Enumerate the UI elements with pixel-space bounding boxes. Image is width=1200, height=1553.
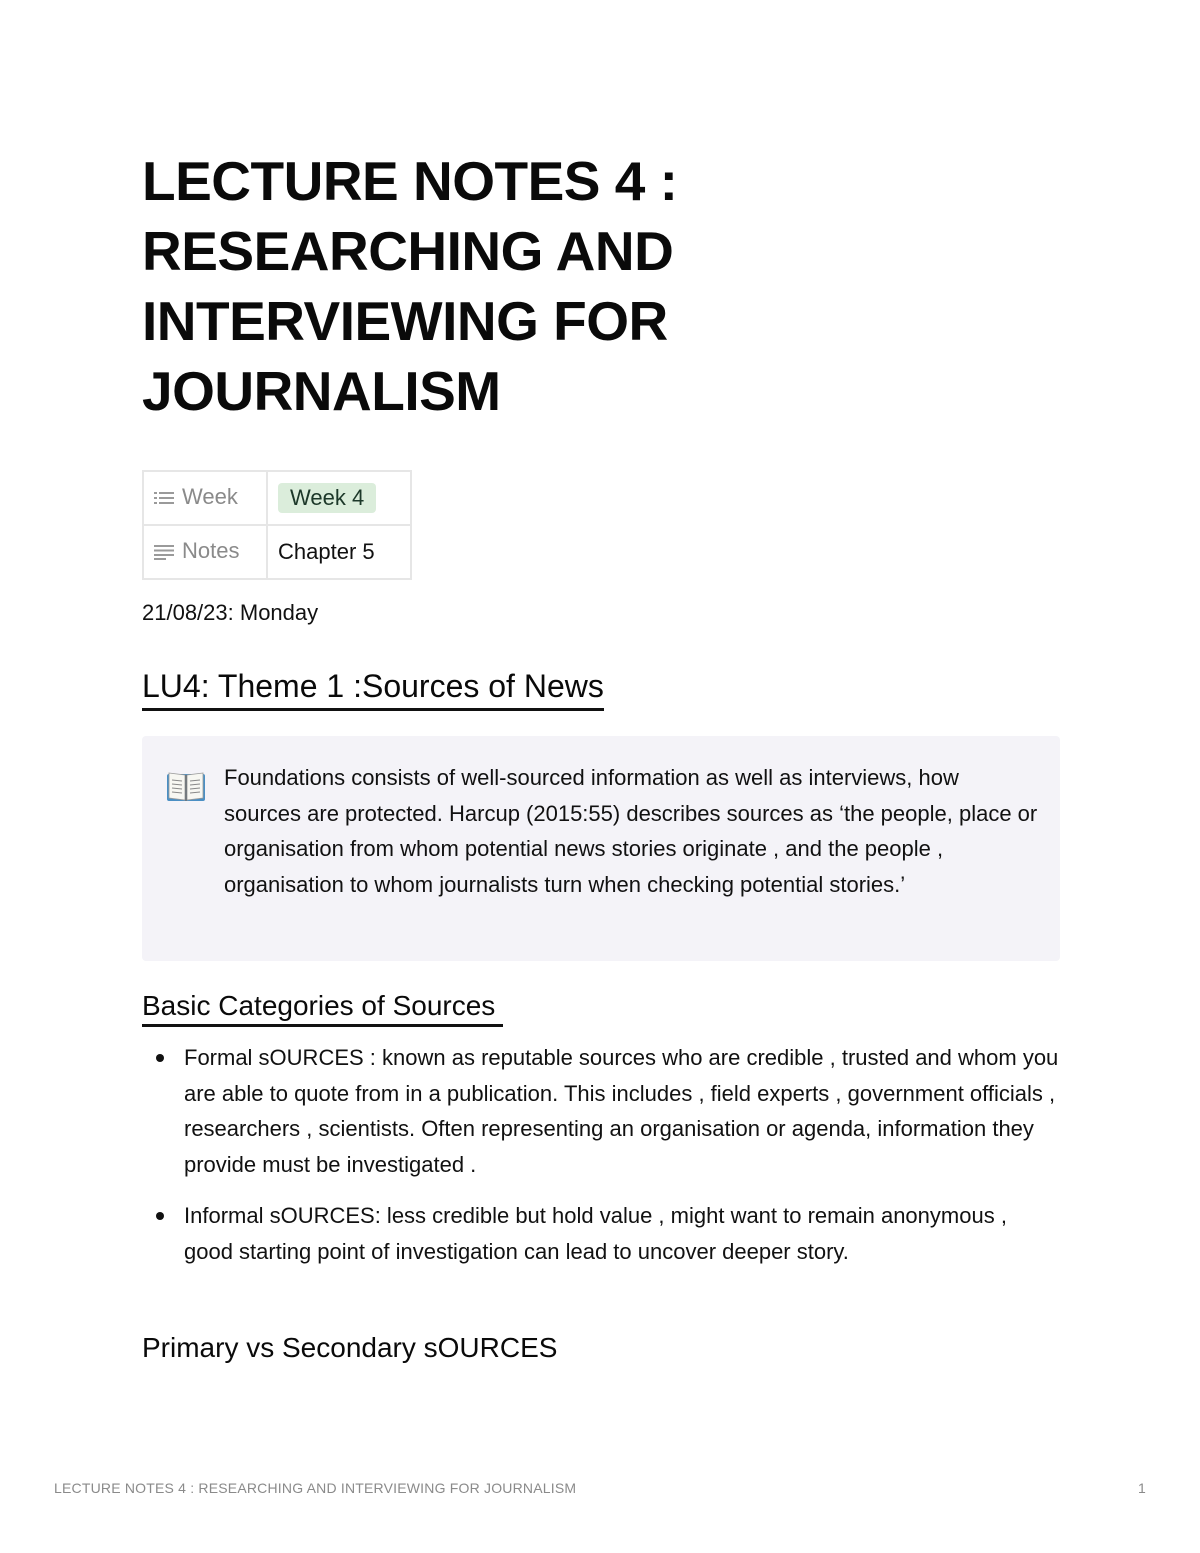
callout-block <box>142 736 1060 961</box>
subheading-primary-secondary: Primary vs Secondary sOURCES <box>142 1332 558 1363</box>
bullet-icon <box>156 1212 164 1220</box>
open-book-icon <box>166 770 206 804</box>
page-number: 1 <box>1138 1480 1146 1496</box>
week-tag[interactable]: Week 4 <box>278 483 376 513</box>
list-item-text: Informal sOURCES: less credible but hold value , might want to remain anonymous , good starting point of investigation can lead to uncover deeper story. <box>184 1203 1007 1264</box>
sources-bullet-list <box>142 1040 1060 1285</box>
property-key-notes <box>143 525 267 579</box>
date-line: 21/08/23: Monday <box>142 600 319 625</box>
properties-table <box>142 470 412 580</box>
footer-title: LECTURE NOTES 4 : RESEARCHING AND INTERVIEWING FOR JOURNALISM <box>54 1480 577 1496</box>
property-row-week <box>143 471 411 525</box>
property-key-week <box>143 471 267 525</box>
page-title: LECTURE NOTES 4 : RESEARCHING AND INTERVIEWING FOR JOURNALISM <box>142 150 678 422</box>
property-key-label: Notes <box>182 538 240 564</box>
list-item <box>142 1040 1060 1182</box>
property-value-week[interactable] <box>267 471 411 525</box>
list-item-text: Formal sOURCES : known as reputable sources who are credible , trusted and whom you are able to quote from in a publication. This includes , field experts , government officials , researchers , scientists. Often representing an organisation or agenda, information they provide must be investigated . <box>184 1045 1059 1177</box>
property-row-notes <box>143 525 411 579</box>
bullet-icon <box>156 1054 164 1062</box>
list-icon <box>154 486 174 512</box>
property-value-notes[interactable]: Chapter 5 <box>267 525 411 579</box>
callout-text: Foundations consists of well-sourced information as well as interviews, how sources are protected. Harcup (2015:55) describes sources as ‘the people, place or organisation from whom potential news stories originate , and the people , organisation to whom journalists turn when checking potential stories.’ <box>224 765 1038 897</box>
text-lines-icon <box>154 540 174 566</box>
property-key-label: Week <box>182 484 238 510</box>
subheading-basic-categories: Basic Categories of Sources <box>142 988 503 1027</box>
list-item <box>142 1198 1060 1269</box>
section-heading: LU4: Theme 1 :Sources of News <box>142 666 604 711</box>
